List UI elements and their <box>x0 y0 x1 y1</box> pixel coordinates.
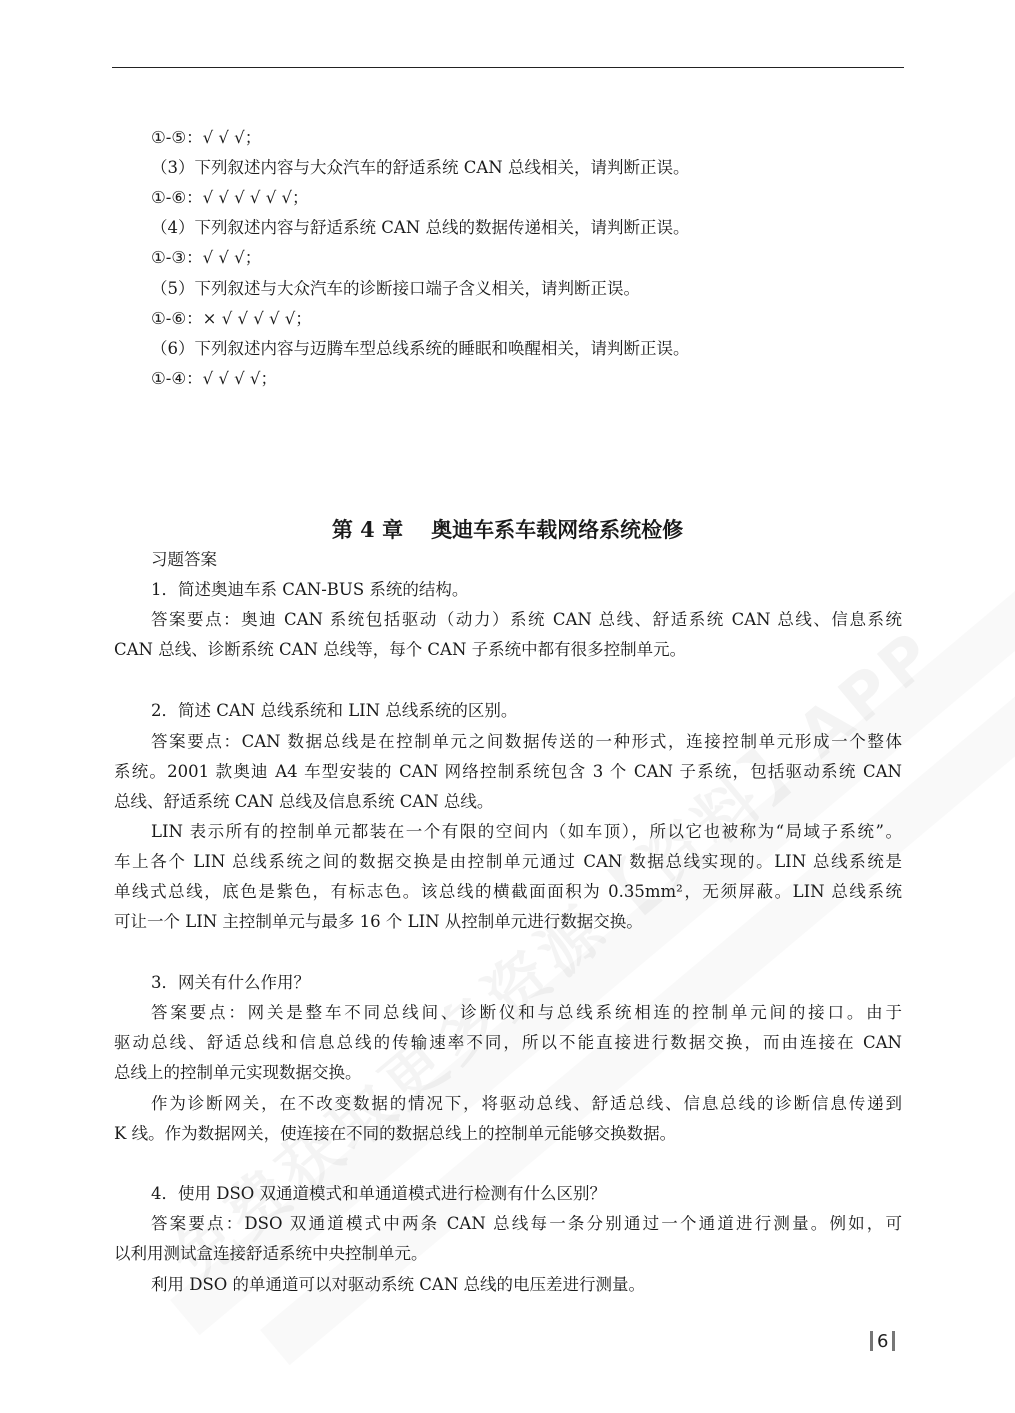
question-line: （4）下列叙述内容与舒适系统 CAN 总线的数据传递相关，请判断正误。 <box>151 218 690 237</box>
paragraph-line: 答案要点：网关是整车不同总线间、诊断仪和与总线系统相连的控制单元间的接口。由于 <box>151 1003 902 1022</box>
paragraph-line: 驱动总线、舒适总线和信息总线的传输速率不同，所以不能直接进行数据交换，而由连接在 CAN <box>114 1033 902 1052</box>
paragraph-line: 以利用测试盒连接舒适系统中央控制单元。 <box>114 1244 428 1263</box>
chapter-title: 奥迪车系车载网络系统检修 <box>431 517 684 542</box>
section-label: 习题答案 <box>151 550 217 569</box>
paragraph-line: 单线式总线，底色是紫色，有标志色。该总线的横截面面积为 0.35mm²，无须屏蔽。LIN 总线系统 <box>114 882 902 901</box>
answer-line: ①-⑥：√ √ √ √ √ √； <box>151 188 309 207</box>
question-line: （3）下列叙述内容与大众汽车的舒适系统 CAN 总线相关，请判断正误。 <box>151 158 690 177</box>
answer-line: ①-⑥：× √ √ √ √ √； <box>151 309 312 328</box>
question-line: （5）下列叙述与大众汽车的诊断接口端子含义相关，请判断正误。 <box>151 279 640 298</box>
page-number-bar-right <box>892 1331 895 1351</box>
paragraph-line: 作为诊断网关，在不改变数据的情况下，将驱动总线、舒适总线、信息总线的诊断信息传递到 <box>151 1094 902 1113</box>
page-number <box>870 1328 895 1354</box>
header-rule <box>112 67 904 68</box>
paragraph-line: 利用 DSO 的单通道可以对驱动系统 CAN 总线的电压差进行测量。 <box>151 1275 646 1294</box>
answer-line: ①-⑤：√ √ √； <box>151 128 262 147</box>
paragraph-line: 总线上的控制单元实现数据交换。 <box>114 1063 362 1082</box>
paragraph-line: 总线、舒适系统 CAN 总线及信息系统 CAN 总线。 <box>114 792 494 811</box>
paragraph-line: 答案要点：DSO 双通道模式中两条 CAN 总线每一条分别通过一个通道进行测量。例如，可 <box>151 1214 902 1233</box>
paragraph-line: 可让一个 LIN 主控制单元与最多 16 个 LIN 从控制单元进行数据交换。 <box>114 912 643 931</box>
question-heading: 2．简述 CAN 总线系统和 LIN 总线系统的区别。 <box>151 701 518 720</box>
paragraph-line: K 线。作为数据网关，使连接在不同的数据总线上的控制单元能够交换数据。 <box>114 1124 677 1143</box>
question-heading: 4．使用 DSO 双通道模式和单通道模式进行检测有什么区别？ <box>151 1184 607 1203</box>
question-line: （6）下列叙述内容与迈腾车型总线系统的睡眠和唤醒相关，请判断正误。 <box>151 339 690 358</box>
answer-line: ①-④：√ √ √ √； <box>151 369 277 388</box>
paragraph-line: 车上各个 LIN 总线系统之间的数据交换是由控制单元通过 CAN 数据总线实现的。LIN 总线系统是 <box>114 852 902 871</box>
paragraph-line: LIN 表示所有的控制单元都装在一个有限的空间内（如车顶），所以它也被称为“局域子系统”。 <box>151 822 902 841</box>
paragraph-line: 答案要点：CAN 数据总线是在控制单元之间数据传送的一种形式，连接控制单元形成一个整体 <box>151 732 902 751</box>
paragraph-line: CAN 总线、诊断系统 CAN 总线等，每个 CAN 子系统中都有很多控制单元。 <box>114 640 687 659</box>
question-heading: 3．网关有什么作用？ <box>151 973 310 992</box>
chapter-heading <box>0 517 1015 543</box>
page-number-text: 6 <box>877 1330 889 1352</box>
answer-line: ①-③：√ √ √； <box>151 248 262 267</box>
question-heading: 1．简述奥迪车系 CAN-BUS 系统的结构。 <box>151 580 469 599</box>
chapter-number: 第 4 章 <box>331 517 404 542</box>
paragraph-line: 答案要点：奥迪 CAN 系统包括驱动（动力）系统 CAN 总线、舒适系统 CAN 总线、信息系统 <box>151 610 902 629</box>
paragraph-line: 系统。2001 款奥迪 A4 车型安装的 CAN 网络控制系统包含 3 个 CAN 子系统，包括驱动系统 CAN <box>114 762 902 781</box>
